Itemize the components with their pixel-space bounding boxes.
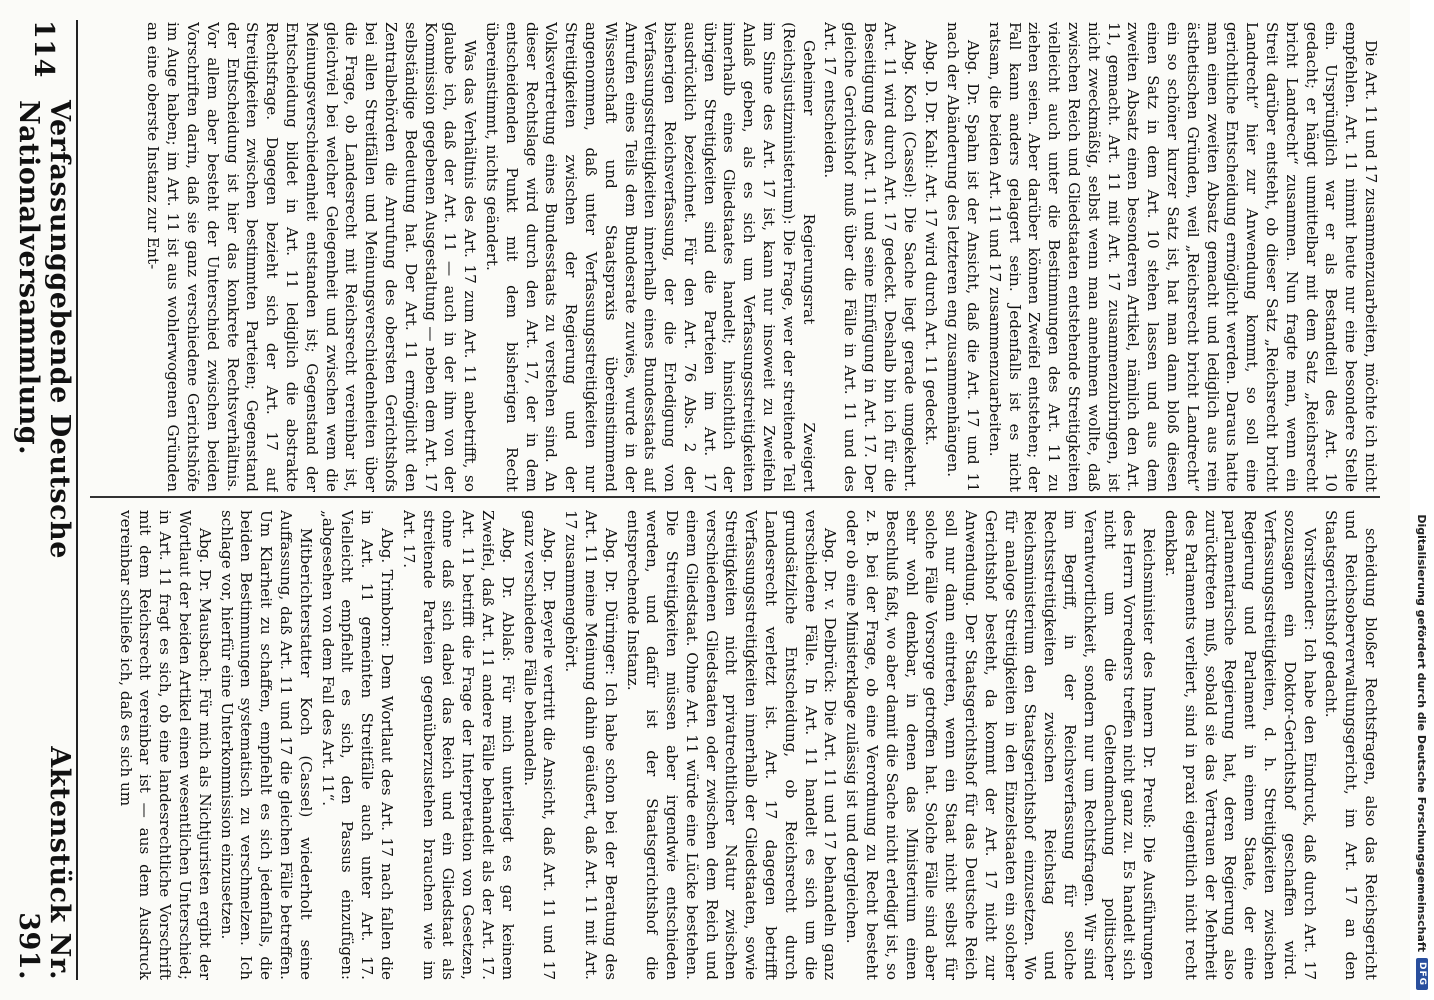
paragraph: Abg. Trimborn: Dem Wortlaut des Art. 17 nach fallen die in Art. 11 gemeinten Streitfälle auch unter Art. 17. Vielleicht empfiehlt es sich, den Passus einzufügen: „abgesehen von dem Fall des Art. 11“. — [318, 510, 396, 980]
paragraph: Mitberichterstatter Koch (Cassel) wiederholt seine Auffassung, daß Art. 11 und 17 die gleichen Fälle betreffen. Um Klarheit zu schaffen, empfiehlt es sich jedenfalls, die beiden Bestimmungen systematisch zu verschmelzen. Ich schlage vor, hierfür eine Unterkommission einzusetzen. — [217, 510, 315, 980]
paragraph: scheidung bloßer Rechtsfragen, also das Reichsgericht und Reichsoberverwaltungsgericht, im Art. 17 an den Staatsgerichtshof gedacht. — [1322, 510, 1380, 980]
dfg-logo: DFG — [1416, 958, 1428, 990]
paragraph: Abg. Dr. Mausbach: Für mich als Nichtjuristen ergibt der Wortlaut der beiden Artikel einen wesentlichen Unterschied; in Art. 11 fragt es sich, ob eine landesrechtliche Vorschrift mit dem Reichsrecht vereinbar ist — aus dem Ausdruck vereinbar schließe ich, daß es sich um — [116, 510, 214, 980]
paragraph: Vorsitzender: Ich habe den Eindruck, daß durch Art. 17 sozusagen ein Doktor-Gerichtshof geschaffen wird. Verfassungsstreitigkeiten, d. h. Streitigkeiten zwischen Regierung und Parlament in einem Staate, der eine parlamentarische Regierung hat, deren Regierung also zurücktreten muß, sobald sie das Vertrauen der Mehrheit des Parlaments verliert, sind in praxi eigentlich nicht recht denkbar. — [1162, 510, 1319, 980]
paragraph: Abg. Dr. v. Delbrück: Die Art. 11 und 17 behandeln ganz verschiedene Fälle. In Art. 11 handelt es sich um die grundsätzliche Entscheidung, ob Reichsrecht durch Landesrecht verletzt ist. Art. 17 dagegen betrifft Verfassungsstreitigkeiten innerhalb der Gliedstaaten, sowie Streitigkeiten nicht privatrechtlicher Natur zwischen verschiedenen Gliedstaaten oder zwischen dem Reich und einem Gliedstaat. Ohne Art. 11 würde eine Lücke bestehen. Die Streitigkeiten müssen aber irgendwie entschieden werden, und dafür ist der Staatsgerichtshof die entsprechende Instanz. — [623, 510, 840, 980]
page-title: Verfassunggebende Deutsche Nationalversammlung. — [13, 100, 75, 559]
paragraph: Abg. Dr. Düringer: Ich habe schon bei der Beratung des Art. 11 meine Meinung dahin geäußert, daß Art. 11 mit Art. 17 zusammengehört. — [562, 510, 620, 980]
paragraph: Reichsminister des Innern Dr. Preuß: Die Ausführungen des Herrn Vorredners treffen nicht ganz zu. Es handelt sich nicht um die Geltendmachung politischer Verantwortlichkeit, sondern nur um Rechtsfragen. Wir sind im Begriff, in der Reichsverfassung für solche Rechtsstreitigkeiten zwischen Reichstag und Reichsministerium den Staatsgerichtshof einzusetzen. Wo für analoge Streitigkeiten in den Einzelstaaten ein solcher Gerichtshof besteht, da kommt der Art. 17 nicht zur Anwendung. Der Staatsgerichtshof für das Deutsche Reich soll nur dann eintreten, wenn ein Staat nicht selbst für solche Fälle Vorsorge getroffen hat. Solche Fälle sind aber sehr wohl denkbar, in denen das Ministerium einen Beschluß faßt, wo aber damit die Sache nicht erledigt ist, so z. B. bei der Frage, ob eine Verordnung zu Recht besteht oder ob eine Ministerklage zulässig ist und dergleichen. — [843, 510, 1159, 980]
credit-text: Digitalisierung gefördert durch die Deutsche Forschungsgemeinschaft — [1415, 514, 1429, 952]
paragraph: Was das Verhältnis des Art. 17 zum Art. 11 anbetrifft, so glaube ich, daß der Art. 11 — auch in der ihm von der Kommission gegebenen Ausgestaltung — neben dem Art. 17 selbständige Bedeutung hat. Der Art. 11 ermöglicht den Zentralbehörden die Anrufung des obersten Gerichtshofs bei allen Streitfällen und Meinungsverschiedenheiten über die Frage, ob Landesrecht mit Reichsrecht vereinbar ist, gleichviel bei welcher Gelegenheit und zwischen wem die Meinungsverschiedenheit entstanden ist; Gegenstand der Entscheidung bildet in Art. 11 lediglich die abstrakte Rechtsfrage. Dagegen bezieht sich der Art. 17 auf Streitigkeiten zwischen bestimmten Parteien; Gegenstand der Entscheidung ist hier das konkrete Rechtsverhältnis. Vor allem aber besteht der Unterschied zwischen beiden Vorschriften darin, daß sie ganz verschiedene Gerichtshöfe im Auge haben; im Art. 11 ist aus wohlerwogenen Gründen an eine oberste Instanz zur Ent- — [144, 22, 480, 492]
column-divider — [90, 496, 1380, 498]
paragraph: Abg. Dr. Ablaß: Für mich unterliegt es gar keinem Zweifel, daß Art. 11 andere Fälle behandelt als der Art. 17. Art. 11 betrifft die Frage der Interpretation von Gesetzen, ohne daß sich dabei das Reich und ein Gliedstaat als streitende Parteien gegenüberzustehen brauchen wie im Art. 17. — [399, 510, 517, 980]
paragraph: Abg. Dr. Spahn ist der Ansicht, daß die Art. 17 und 11 nach der Abänderung des letzteren eng zusammenhängen. — [944, 22, 983, 492]
paragraph: Geheimer Regierungsrat Zweigert (Reichsjustizministerium): Die Frage, wer der streitende Teil im Sinne des Art. 17 ist, kann nur insoweit zu Zweifeln Anlaß geben, als es sich um Verfassungsstreitigkeiten innerhalb eines Gliedstaates handelt; hinsichtlich der übrigen Streitigkeiten sind die Parteien im Art. 17 ausdrücklich bezeichnet. Für den Art. 76 Abs. 2 der bisherigen Reichsverfassung, der die Erledigung von Verfassungsstreitigkeiten innerhalb eines Bundesstaats auf Anrufen eines Teils dem Bundesrate zuwies, wurde in der Wissenschaft und Staatspraxis übereinstimmend angenommen, daß unter Verfassungsstreitigkeiten nur Streitigkeiten zwischen der Regierung und der Volksvertretung eines Bundesstaats zu verstehen sind. An dieser Rechtslage wird durch den Art. 17, der in dem entscheidenden Punkt mit dem bisherigen Recht übereinstimmt, nichts geändert. — [482, 22, 818, 492]
page-number: 114 — [28, 20, 60, 78]
paragraph: Abg. Koch (Cassel): Die Sache liegt gerade umgekehrt. Art. 11 wird durch Art. 17 gedeckt. Deshalb bin ich für die Beseitigung des Art. 11 und seine Einfügung in Art. 17. Der gleiche Gerichtshof muß über die Fälle in Art. 11 und des Art. 17 entscheiden. — [821, 22, 919, 492]
header-rule — [76, 20, 78, 980]
paragraph: Abg. Dr. Beyerle vertritt die Ansicht, daß Art. 11 und 17 ganz verschiedene Fälle behandeln. — [520, 510, 559, 980]
paragraph: Die Art. 11 und 17 zusammenzuarbeiten, möchte ich nicht empfehlen. Art. 11 nimmt heute nur eine besondere Stelle ein. Ursprünglich war er als Bestandteil des Art. 10 gedacht; er hängt unmittelbar mit dem Satz „Reichsrecht bricht Landrecht“ zusammen. Nun fragte man, wenn ein Streit darüber entsteht, ob dieser Satz „Reichsrecht bricht Landrecht“ hier zur Anwendung kommt, so soll eine gerichtliche Entscheidung ermöglicht werden. Daraus hatte man einen zweiten Absatz gemacht und lediglich aus rein ästhetischen Gründen, weil „Reichsrecht bricht Landrecht“ ein so schöner kurzer Satz ist, hat man dann bloß diesen einen Satz in dem Art. 10 stehen lassen und aus dem zweiten Absatz einen besonderen Artikel, nämlich den Art. 11, gemacht. Art. 11 mit Art. 17 zusammenzubringen, ist nicht zweckmäßig, selbst wenn man annehmen wollte, daß zwischen Reich und Gliedstaaten entstehende Streitigkeiten vielleicht auch unter die Bestimmungen des Art. 11 zu ziehen seien. Aber darüber können Zweifel entstehen; der Fall kann anders gelagert sein. Jedenfalls ist es nicht ratsam, die beiden Art. 11 und 17 zusammenzuarbeiten. — [985, 22, 1380, 492]
paragraph: Abg. D. Dr. Kahl: Art. 17 wird durch Art. 11 gedeckt. — [922, 40, 941, 446]
document-number: Aktenstück Nr. 391. — [13, 746, 75, 980]
left-column — [90, 22, 1380, 492]
digitization-credit — [1410, 0, 1434, 1000]
right-column — [90, 510, 1380, 980]
running-header — [13, 20, 75, 980]
